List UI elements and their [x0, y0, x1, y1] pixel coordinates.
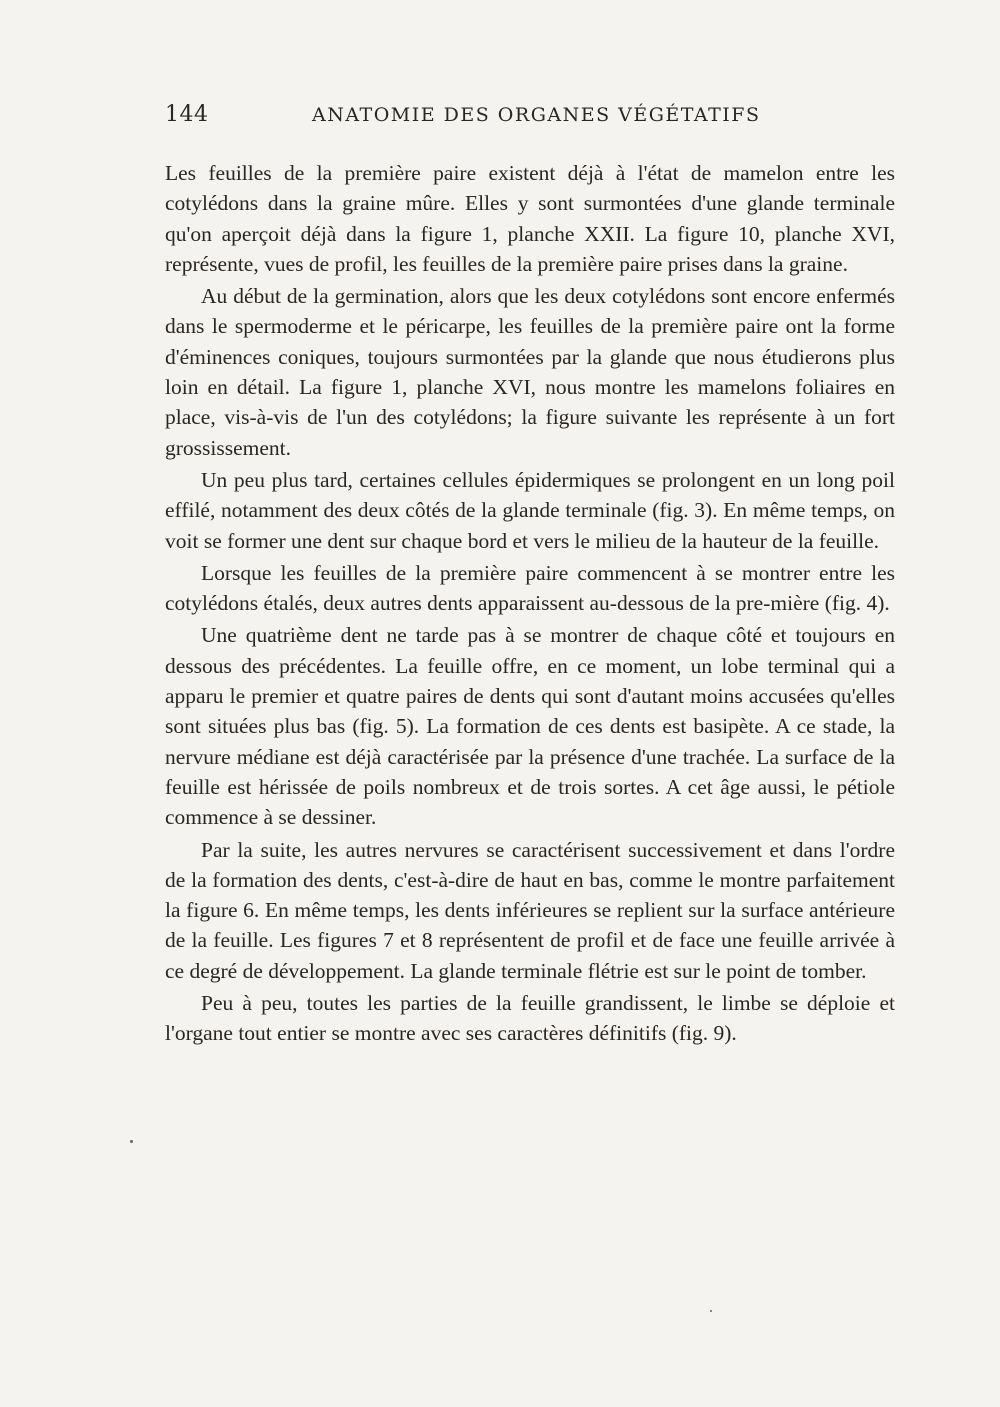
page-number: 144 — [165, 102, 209, 127]
paragraph: Une quatrième dent ne tarde pas à se montrer de chaque côté et toujours en dessous des précédentes. La feuille offre, en ce moment, un lobe terminal qui a apparu le premier et quatre paires de dents qui sont d'autant moins accusées qu'elles sont situées plus bas (fig. 5). La formation de ces dents est basipète. A ce stade, la nervure médiane est déjà caractérisée par la présence d'une trachée. La surface de la feuille est hérissée de poils nombreux et de trois sortes. A cet âge aussi, le pétiole commence à se dessiner. — [165, 623, 895, 830]
body-text — [165, 158, 895, 1051]
paragraph: Un peu plus tard, certaines cellules épidermiques se prolongent en un long poil effilé, notamment des deux côtés de la glande terminale (fig. 3). En même temps, on voit se former une dent sur chaque bord et vers le milieu de la hauteur de la feuille. — [165, 467, 895, 553]
paragraph: Par la suite, les autres nervures se caractérisent successivement et dans l'ordre de la formation des dents, c'est-à-dire de haut en bas, comme le montre parfaitement la figure 6. En même temps, les dents inférieures se replient sur la surface antérieure de la feuille. Les figures 7 et 8 représentent de profil et de face une feuille arrivée à ce degré de développement. La glande terminale flétrie est sur le point de tomber. — [165, 837, 895, 983]
paper-speck — [130, 1140, 133, 1143]
running-title: ANATOMIE DES ORGANES VÉGÉTATIFS — [312, 104, 761, 126]
paragraph: Les feuilles de la première paire existent déjà à l'état de mamelon entre les cotylédons dans la graine mûre. Elles y sont surmontées d'une glande terminale qu'on aperçoit déjà dans la figure 1, planche XXII. La figure 10, planche XVI, représente, vues de profil, les feuilles de la première paire prises dans la graine. — [165, 161, 895, 276]
paragraph: Au début de la germination, alors que les deux cotylédons sont encore enfermés dans le spermoderme et le péricarpe, les feuilles de la première paire ont la forme d'éminences coniques, toujours surmontées par la glande que nous étudierons plus loin en détail. La figure 1, planche XVI, nous montre les mamelons foliaires en place, vis-à-vis de l'un des cotylédons; la figure suivante les représente à un fort grossissement. — [165, 284, 895, 460]
paragraph: Peu à peu, toutes les parties de la feuille grandissent, le limbe se déploie et l'organe tout entier se montre avec ses caractères définitifs (fig. 9). — [165, 991, 895, 1046]
page-header — [165, 102, 900, 142]
paper-speck — [710, 1310, 712, 1312]
paragraph: Lorsque les feuilles de la première paire commencent à se montrer entre les cotylédons étalés, deux autres dents apparaissent au-dessous de la pre-mière (fig. 4). — [165, 560, 895, 616]
